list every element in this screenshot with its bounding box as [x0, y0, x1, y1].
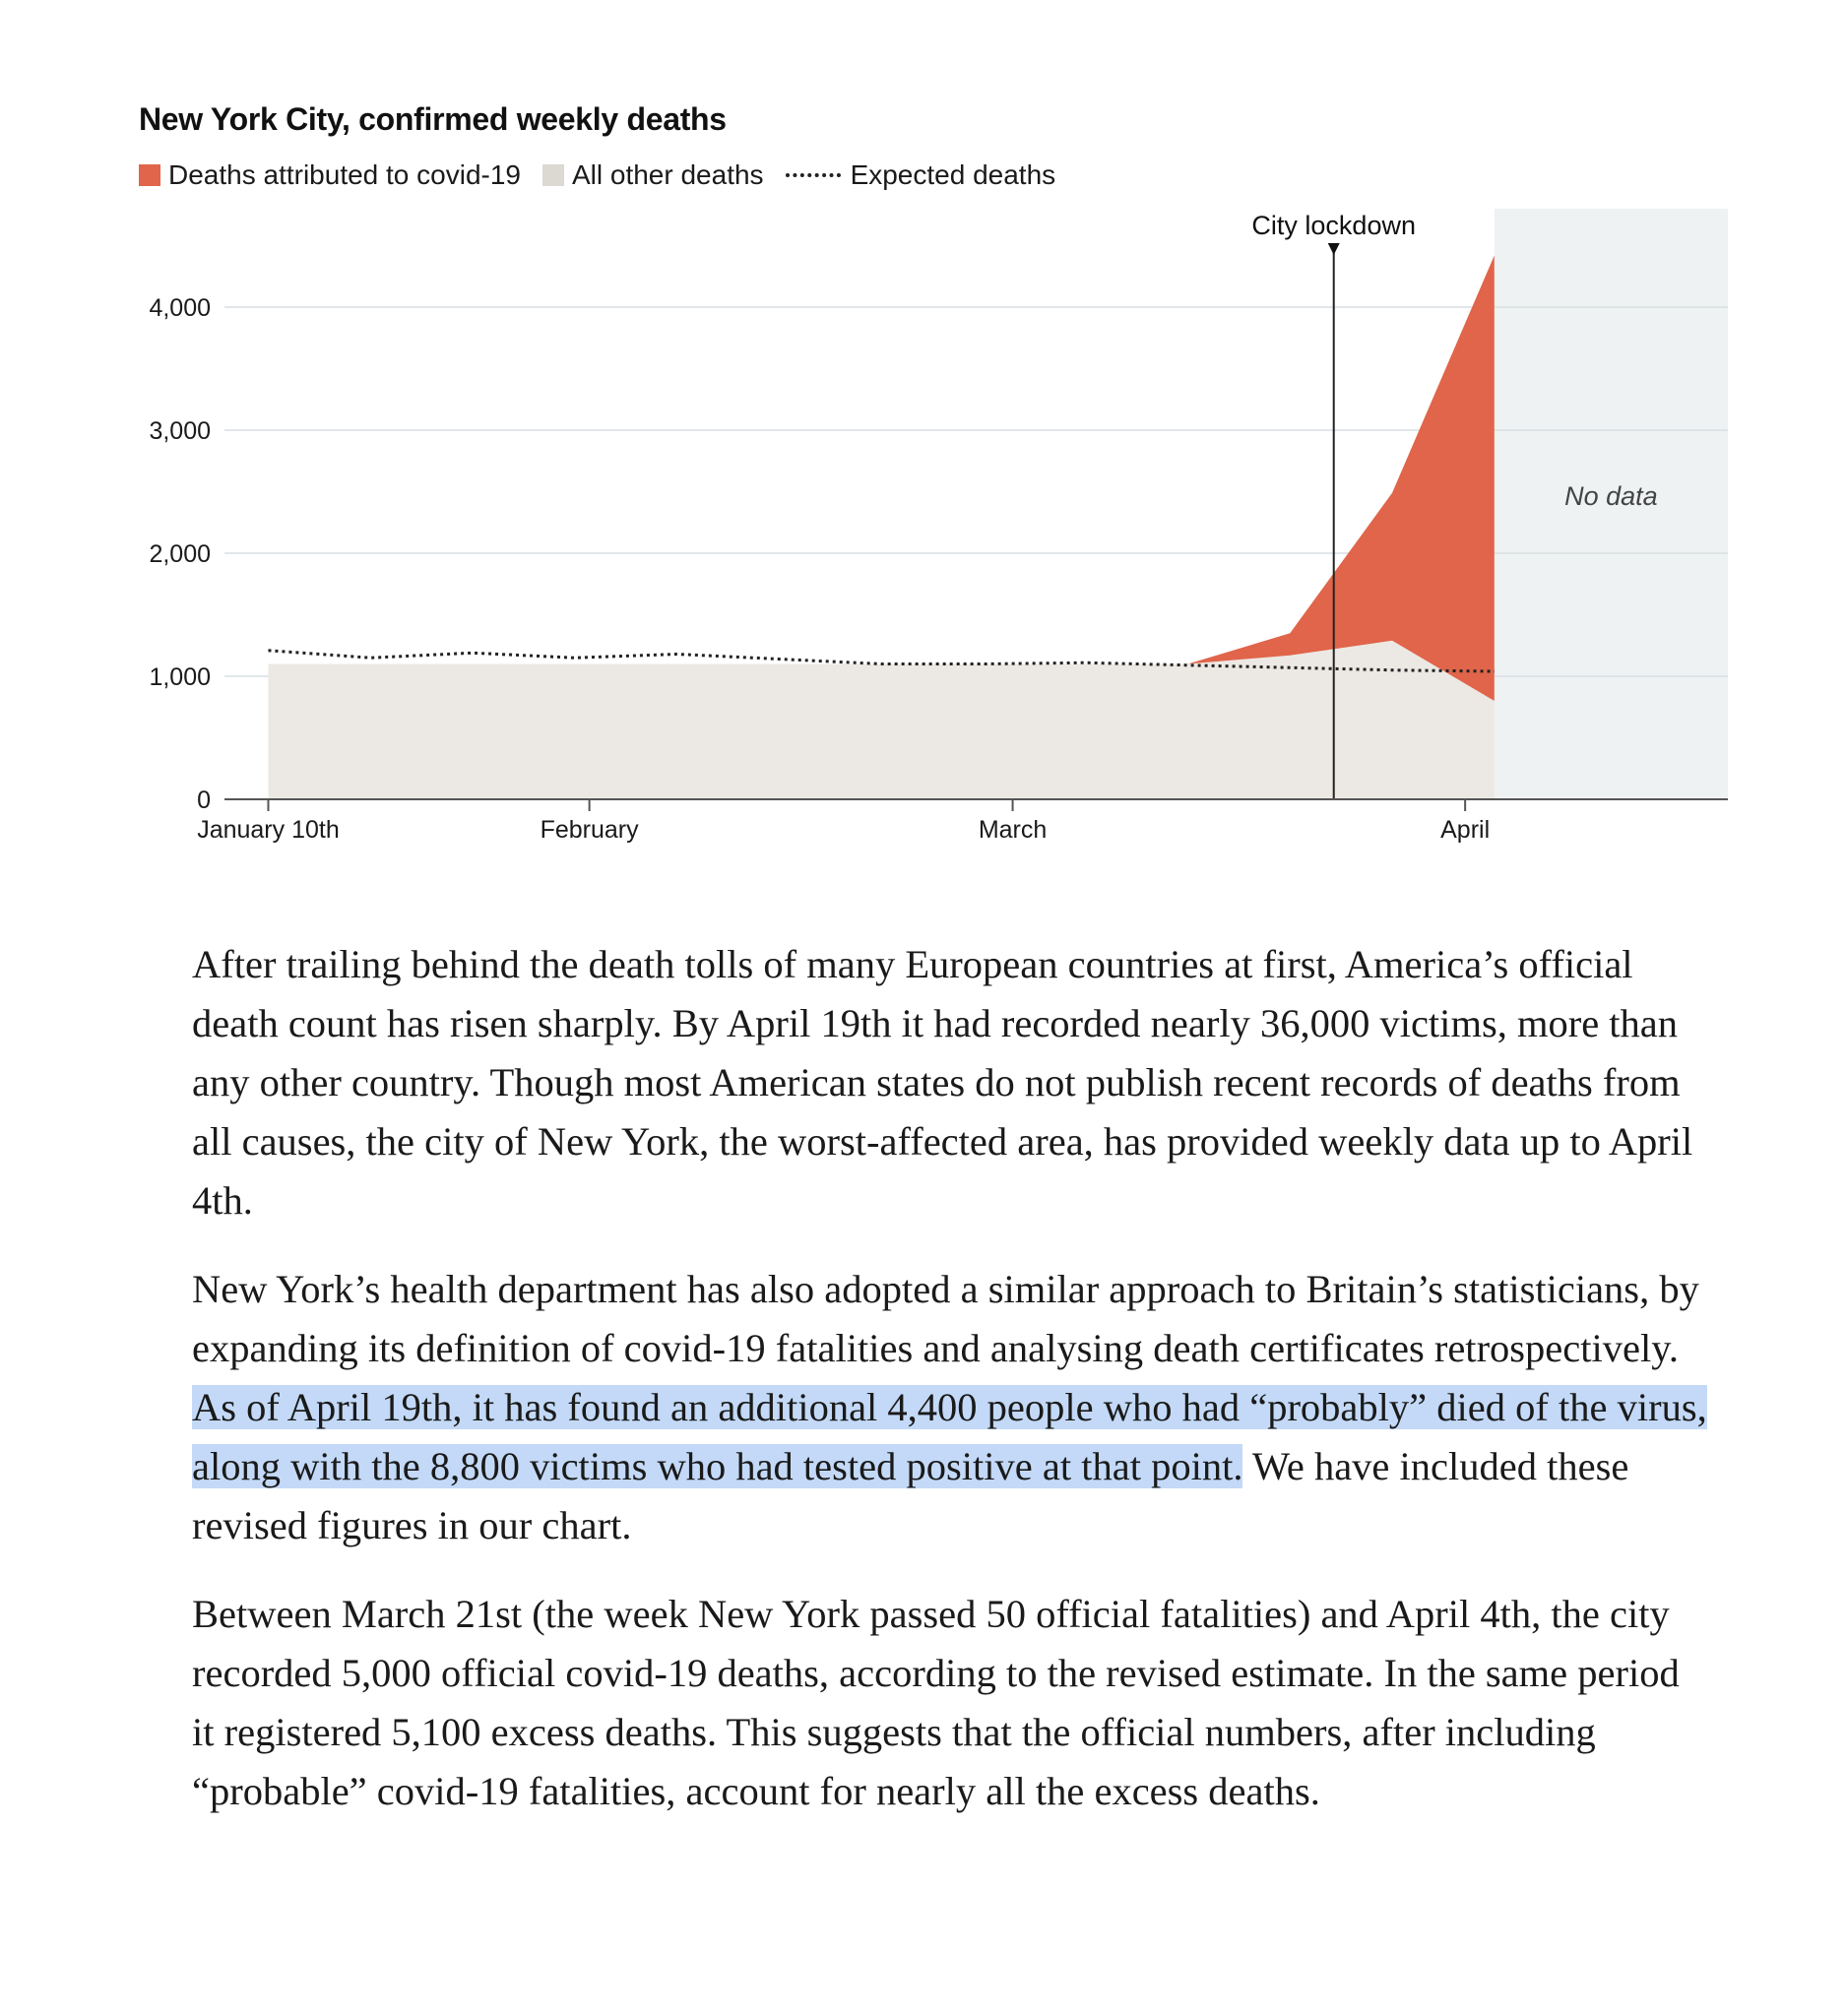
- x-axis-ticks: [197, 799, 1490, 844]
- y-tick-label: 4,000: [149, 294, 211, 322]
- x-tick-label: March: [978, 816, 1048, 844]
- legend-label-covid: Deaths attributed to covid-19: [168, 159, 521, 190]
- legend-label-expected: Expected deaths: [850, 159, 1056, 190]
- chart-svg: [0, 0, 1846, 886]
- paragraph-2-end: We have included these revised figures in our chart.: [192, 1444, 1629, 1547]
- lockdown-arrow-icon: [1328, 243, 1340, 255]
- y-tick-label: 1,000: [149, 663, 211, 691]
- y-tick-label: 3,000: [149, 417, 211, 445]
- no-data-label: No data: [1564, 481, 1658, 511]
- y-tick-label: 2,000: [149, 540, 211, 568]
- x-tick-label: April: [1440, 816, 1491, 844]
- paragraph-3: Between March 21st (the week New York passed 50 official fatalities) and April 4th, the city recorded 5,000 official covid-19 deaths, according to the revised estimate. In the same period it registered 5,100 excess deaths. This suggests that the official numbers, after including “probable” covid-19 fatalities, account for nearly all the excess deaths.: [192, 1592, 1680, 1813]
- highlighted-selection[interactable]: As of April 19th, it has found an additional 4,400 people who had “probably” died of the virus, along with the 8,800 victims who had tested positive at that point.: [192, 1385, 1707, 1488]
- x-tick-label: January 10th: [197, 816, 340, 844]
- paragraph-2-start: New York’s health department has also adopted a similar approach to Britain’s statisticians, by expanding its definition of covid-19 fatalities and analysing death certificates retrospectively.: [192, 1267, 1699, 1370]
- lockdown-label: City lockdown: [1251, 211, 1416, 240]
- y-axis-ticks: [149, 294, 211, 814]
- paragraph-1: After trailing behind the death tolls of many European countries at first, America’s official death count has risen sharply. By April 19th it had recorded nearly 36,000 victims, more than any other country. Though most American states do not publish recent records of deaths from all causes, the city of New York, the worst-affected area, has provided weekly data up to April 4th.: [192, 942, 1693, 1223]
- chart-title: New York City, confirmed weekly deaths: [139, 101, 727, 137]
- y-tick-label: 0: [197, 787, 211, 814]
- x-tick-label: February: [540, 816, 639, 844]
- legend-label-other: All other deaths: [571, 159, 764, 190]
- article-body: [192, 935, 1708, 1851]
- covid-deaths-area: [268, 256, 1494, 702]
- paragraph-2: [192, 1260, 1708, 1555]
